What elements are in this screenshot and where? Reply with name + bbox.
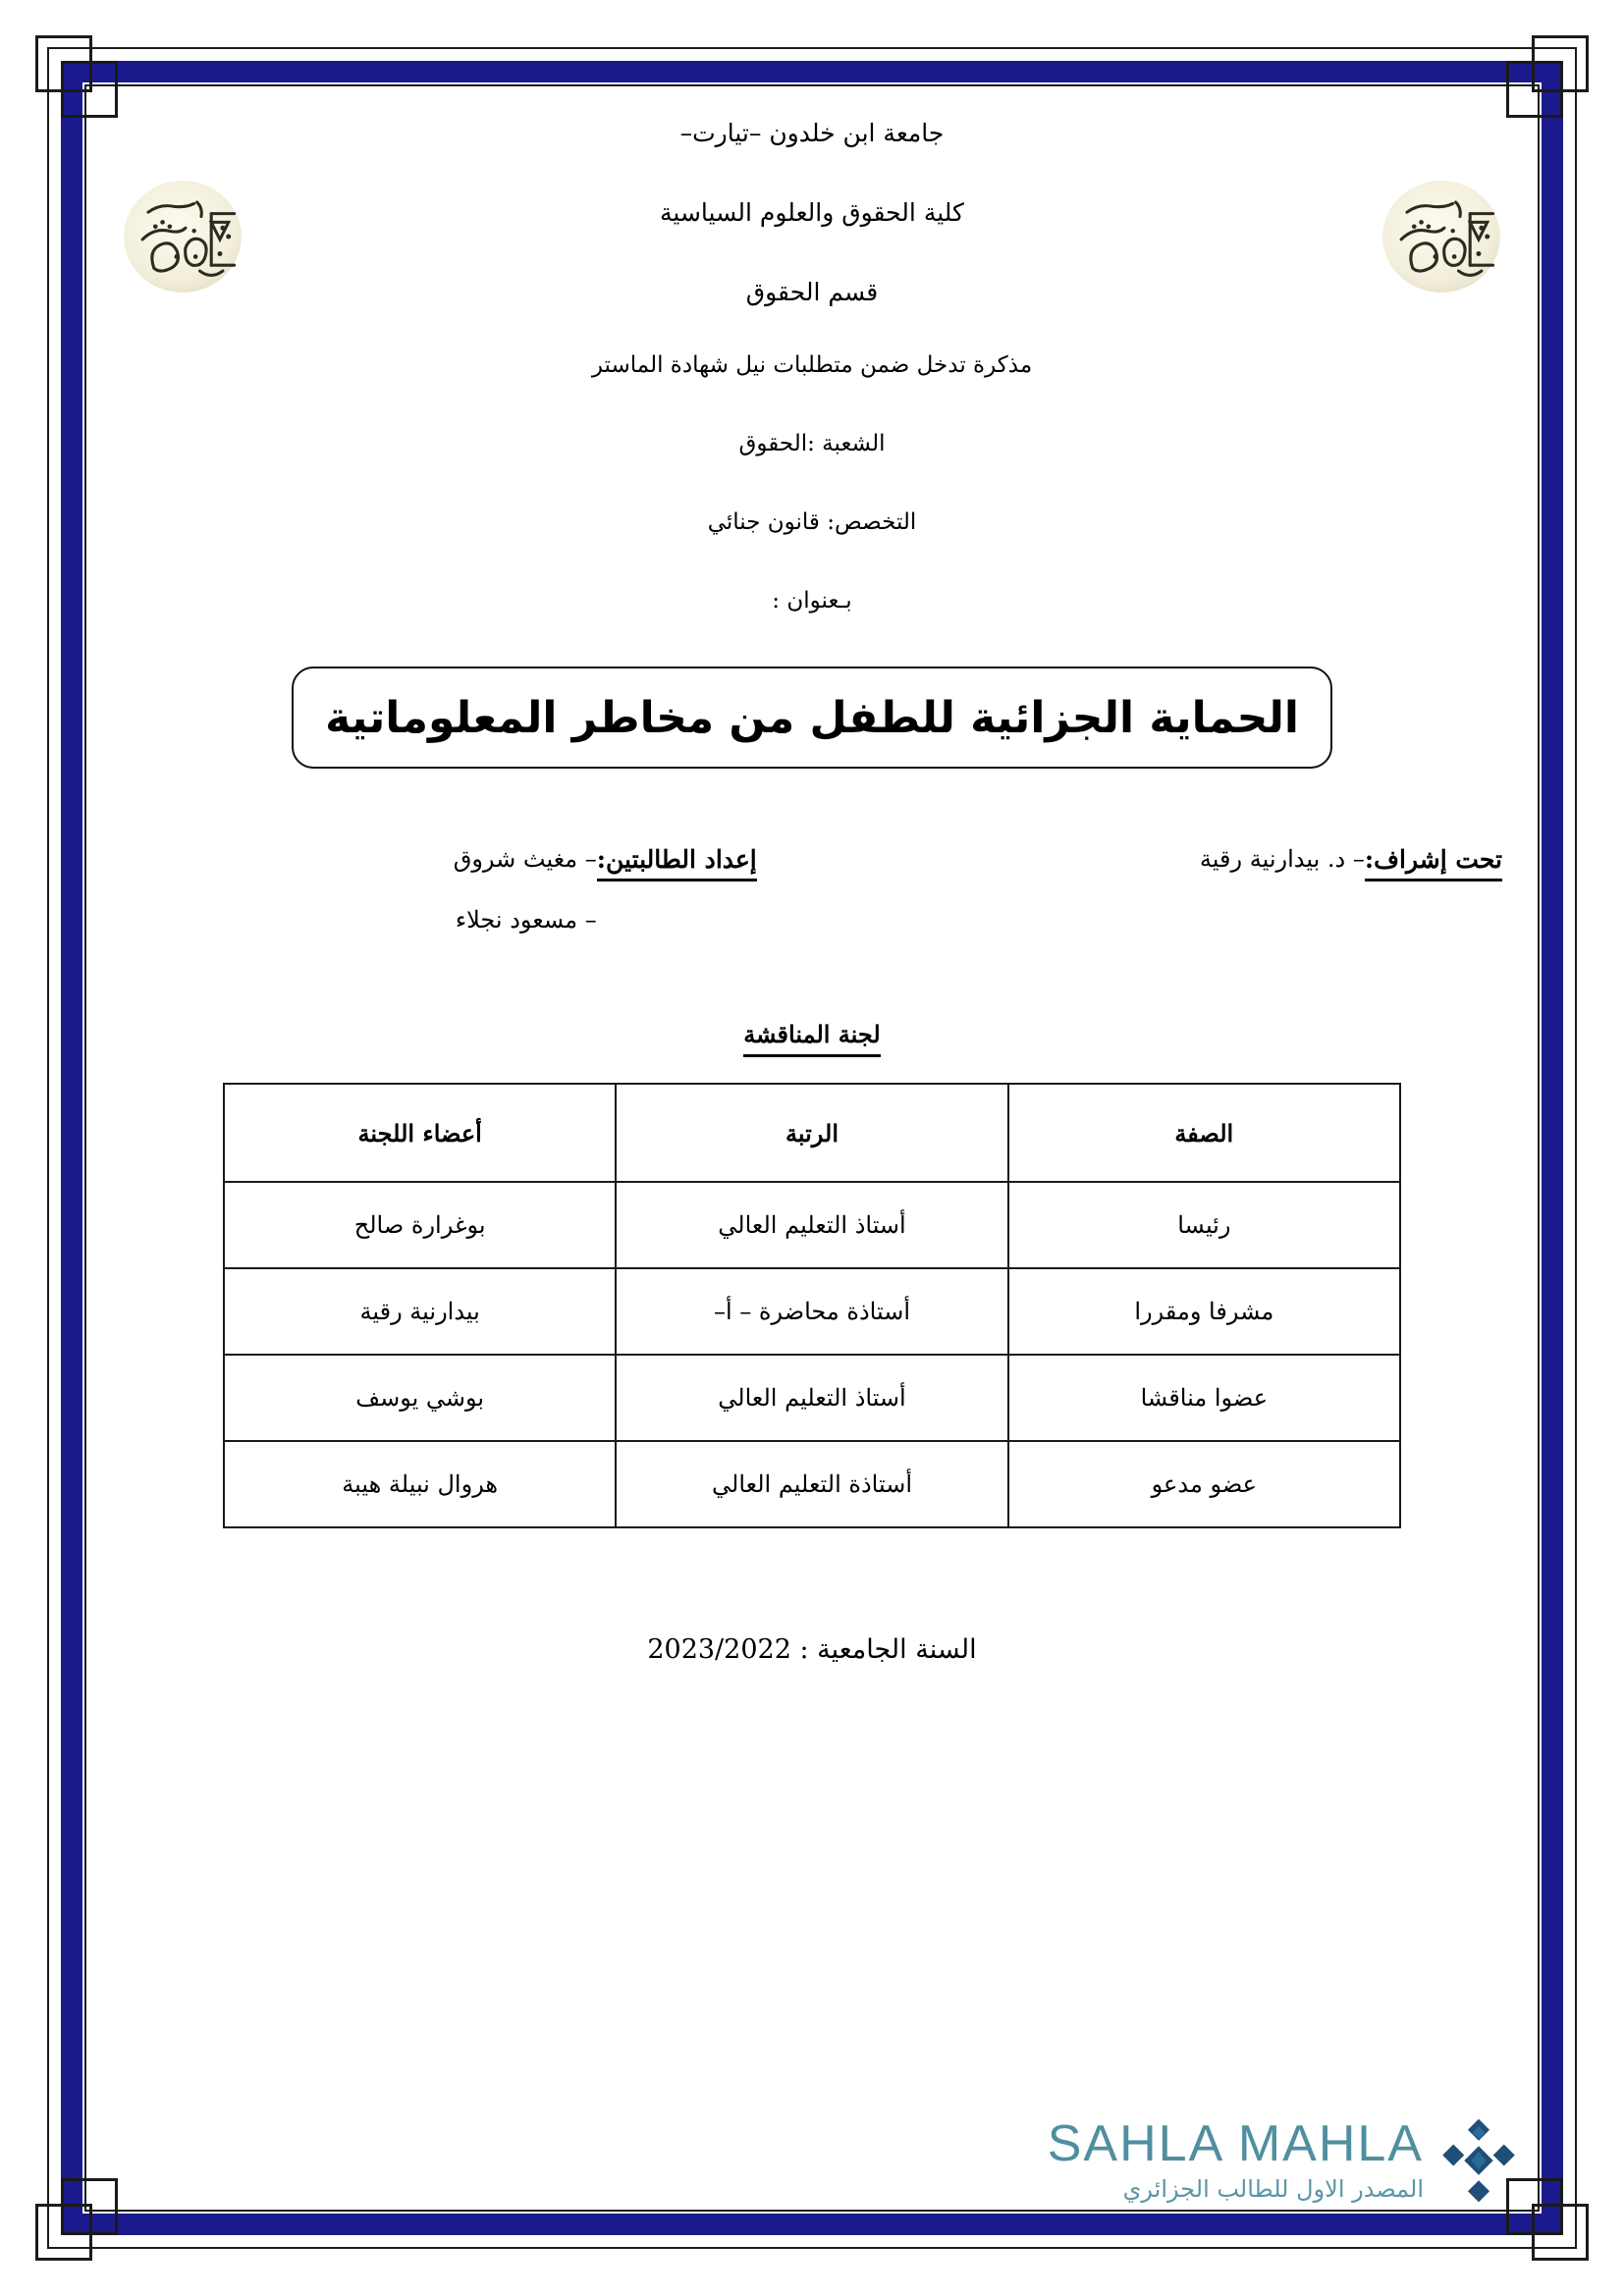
table-header-row: [224, 1084, 1400, 1182]
corner-ornament-bottom-left-a: [35, 2204, 92, 2261]
table-row: [224, 1355, 1400, 1441]
university-seal-icon-left: [108, 165, 257, 308]
watermark-tagline: المصدر الاول للطالب الجزائري: [1122, 2175, 1424, 2203]
watermark: [1048, 2115, 1524, 2206]
cell-member: بوشي يوسف: [224, 1355, 616, 1441]
university-seal-icon-right: [1367, 165, 1516, 308]
academic-year: السنة الجامعية : 2023/2022: [647, 1634, 977, 1665]
watermark-brand-name: SAHLA MAHLA: [1047, 2115, 1424, 2172]
watermark-logo-icon: [1434, 2115, 1524, 2206]
department-name: قسم الحقوق: [745, 278, 879, 306]
students-column: [122, 845, 757, 967]
cover-content: [98, 98, 1526, 2203]
column-header-member: أعضاء اللجنة: [224, 1084, 616, 1182]
corner-ornament-top-right-a: [1532, 35, 1589, 92]
branch-line: الشعبة :الحقوق: [738, 431, 886, 456]
cell-member: بيدارنية رقية: [224, 1268, 616, 1355]
cell-rank: أستاذة التعليم العالي: [616, 1441, 1007, 1527]
cell-member: بوغرارة صالح: [224, 1182, 616, 1268]
table-row: [224, 1441, 1400, 1527]
supervisor-column: [867, 845, 1502, 967]
degree-note: مذكرة تدخل ضمن متطلبات نيل شهادة الماستر: [591, 352, 1033, 378]
cell-role: عضوا مناقشا: [1008, 1355, 1400, 1441]
people-section: [98, 845, 1526, 967]
cell-role: عضو مدعو: [1008, 1441, 1400, 1527]
corner-ornament-bottom-right-a: [1532, 2204, 1589, 2261]
cell-rank: أستاذ التعليم العالي: [616, 1355, 1007, 1441]
students-heading: إعداد الطالبتين:: [597, 845, 757, 881]
jury-heading-wrap: [98, 1020, 1526, 1057]
cell-rank: أستاذ التعليم العالي: [616, 1182, 1007, 1268]
student-name-1: – مغيث شروق: [453, 845, 597, 873]
table-row: [224, 1182, 1400, 1268]
thesis-title: الحماية الجزائية للطفل من مخاطر المعلوماتية: [325, 692, 1299, 743]
title-label: بـعنوان :: [772, 588, 852, 614]
cell-member: هروال نبيلة هيبة: [224, 1441, 616, 1527]
jury-heading: لجنة المناقشة: [743, 1020, 880, 1057]
university-name: جامعة ابن خلدون –تيارت–: [679, 119, 945, 147]
table-row: [224, 1268, 1400, 1355]
institution-header: [98, 98, 1526, 309]
supervisor-name: – د. بيدارنية رقية: [1199, 845, 1365, 873]
cell-role: رئيسا: [1008, 1182, 1400, 1268]
supervisor-heading: تحت إشراف:: [1365, 845, 1502, 881]
jury-table: [223, 1083, 1401, 1528]
cell-rank: أستاذة محاضرة – أ–: [616, 1268, 1007, 1355]
column-header-role: الصفة: [1008, 1084, 1400, 1182]
corner-ornament-top-left-a: [35, 35, 92, 92]
faculty-name: كلية الحقوق والعلوم السياسية: [660, 198, 964, 227]
specialty-line: التخصص: قانون جنائي: [707, 509, 917, 535]
column-header-rank: الرتبة: [616, 1084, 1007, 1182]
cell-role: مشرفا ومقررا: [1008, 1268, 1400, 1355]
watermark-text: [1047, 2115, 1424, 2203]
thesis-title-box: [292, 667, 1332, 769]
student-name-2: – مسعود نجلاء: [455, 906, 597, 934]
